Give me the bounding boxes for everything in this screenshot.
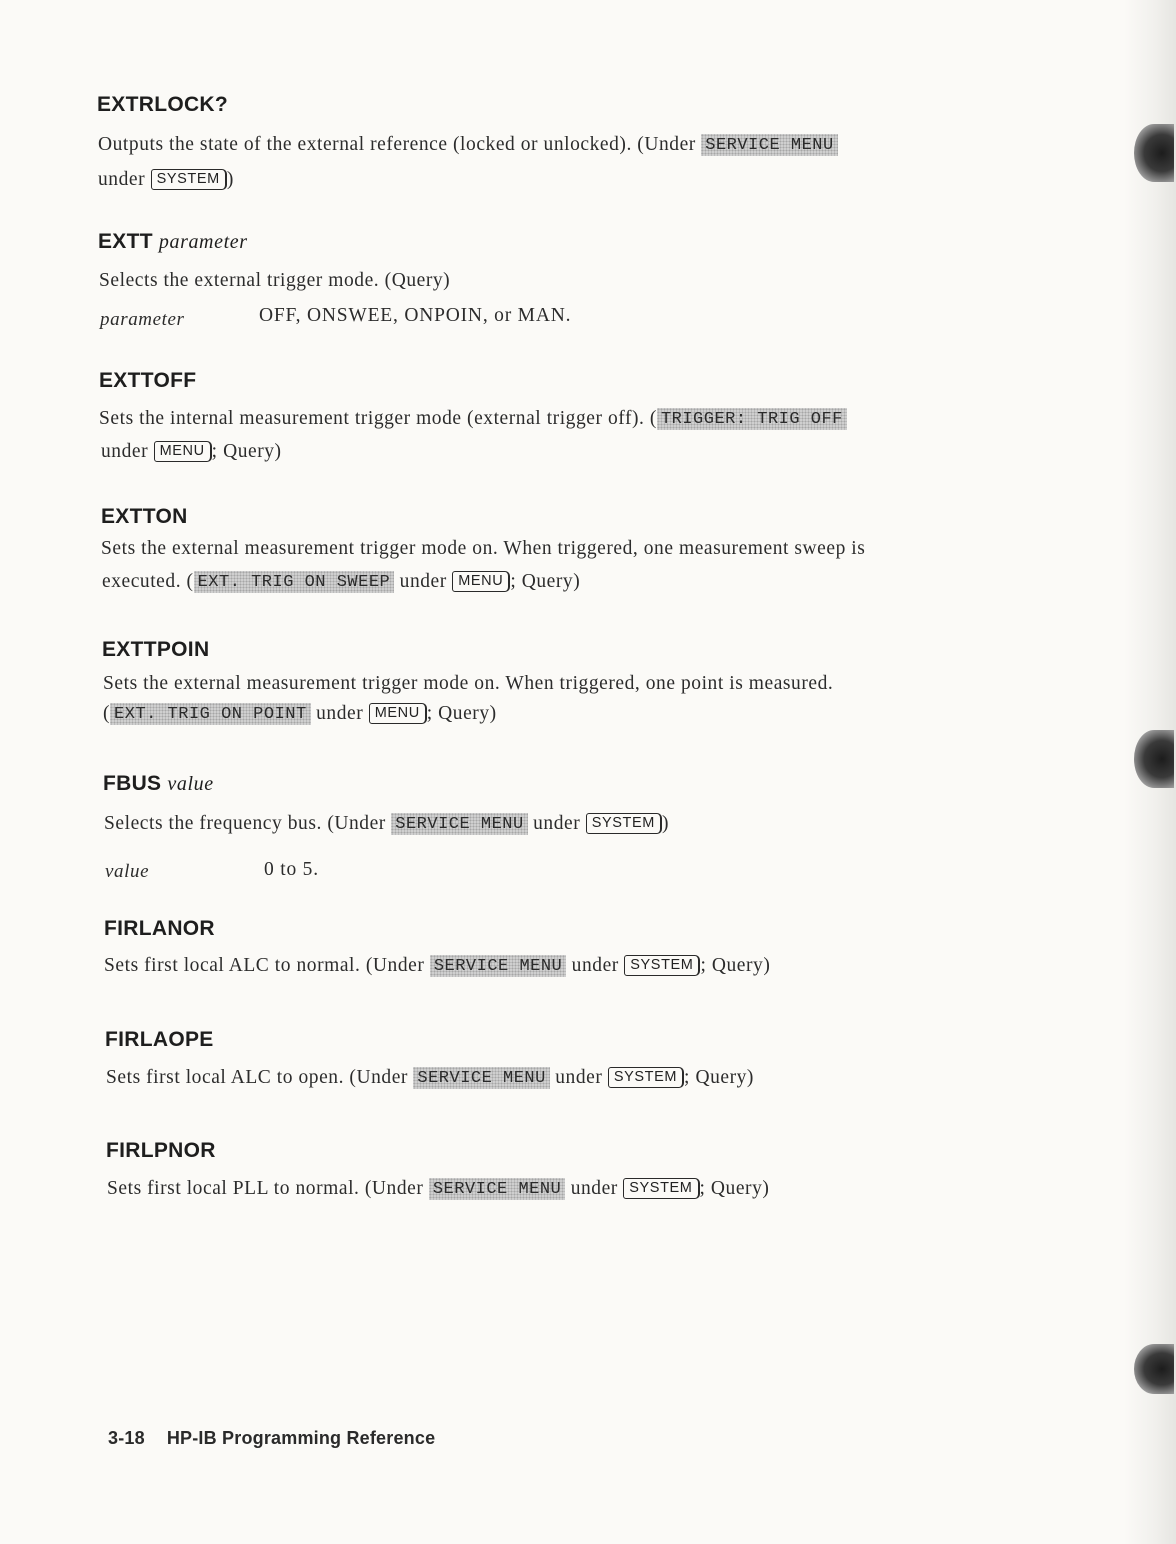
description-text: Sets first local PLL to normal. (Under: [107, 1178, 429, 1199]
command-heading: [101, 505, 188, 529]
command-heading: [105, 1028, 214, 1052]
description-text: ): [661, 813, 669, 834]
description-line: [99, 408, 847, 430]
hardkey-label: SYSTEM: [608, 1067, 684, 1088]
description-line: [104, 955, 770, 977]
description-text: Sets first local ALC to open. (Under: [106, 1067, 414, 1088]
description-text: Selects the frequency bus. (Under: [104, 813, 392, 834]
definition-value: OFF, ONSWEE, ONPOIN, or MAN.: [259, 305, 572, 326]
hardkey-label: SYSTEM: [624, 955, 700, 976]
page-number: 3-18: [108, 1428, 145, 1448]
description-text: under: [98, 169, 151, 190]
command-heading: [103, 772, 214, 796]
description-text: Outputs the state of the external reference (locked or unlocked). (Under: [98, 134, 702, 155]
description-text: under: [394, 571, 453, 592]
description-line: [103, 673, 833, 695]
command-heading: [99, 369, 196, 393]
command-parameter: parameter: [158, 231, 248, 253]
command-name: EXTTOFF: [99, 369, 197, 392]
description-text: under: [527, 813, 586, 834]
softkey-label: SERVICE MENU: [430, 955, 566, 977]
description-line: [98, 169, 234, 191]
description-text: Sets the external measurement trigger mode on. When triggered, one point is measured.: [103, 673, 834, 694]
softkey-label: TRIGGER: TRIG OFF: [657, 408, 847, 430]
hardkey-label: SYSTEM: [623, 1178, 699, 1199]
description-text: (: [103, 703, 111, 724]
section-title: HP-IB Programming Reference: [166, 1428, 436, 1448]
description-text: ; Query): [426, 703, 497, 724]
description-line: [107, 1178, 769, 1200]
description-text: ; Query): [211, 441, 282, 462]
command-heading: [106, 1139, 216, 1163]
description-text: Sets first local ALC to normal. (Under: [104, 955, 430, 976]
softkey-label: SERVICE MENU: [701, 134, 837, 156]
description-line: [99, 270, 450, 292]
description-line: [104, 813, 669, 835]
hardkey-label: MENU: [369, 703, 427, 724]
command-heading: [97, 93, 228, 117]
description-text: under: [565, 1178, 624, 1199]
punch-hole-top: [1134, 124, 1174, 182]
softkey-label: EXT. TRIG ON POINT: [110, 703, 311, 725]
description-line: [102, 571, 580, 593]
softkey-label: SERVICE MENU: [429, 1178, 565, 1200]
description-text: ; Query): [699, 1178, 770, 1199]
description-text: ; Query): [510, 571, 581, 592]
command-name: EXTT: [98, 230, 153, 253]
command-heading: [104, 917, 215, 941]
softkey-label: SERVICE MENU: [413, 1067, 549, 1089]
punch-hole-middle: [1134, 730, 1174, 788]
command-name: EXTRLOCK?: [97, 93, 229, 116]
description-text: ; Query): [684, 1067, 754, 1088]
description-text: under: [549, 1067, 608, 1088]
description-text: Selects the external trigger mode. (Query): [99, 270, 451, 291]
description-line: [101, 538, 865, 560]
hardkey-label: MENU: [452, 571, 510, 592]
description-text: ): [226, 169, 234, 190]
description-text: under: [310, 703, 369, 724]
description-text: executed. (: [102, 571, 194, 592]
description-text: under: [566, 955, 625, 976]
command-heading: [98, 230, 248, 254]
description-text: Sets the external measurement trigger mode on. When triggered, one measurement sweep is: [101, 538, 866, 559]
command-name: FIRLANOR: [104, 917, 215, 940]
command-name: EXTTON: [101, 505, 188, 528]
definition-term: value: [105, 861, 150, 882]
description-text: under: [101, 441, 154, 462]
description-line: [101, 441, 282, 463]
definition-term: parameter: [100, 309, 185, 330]
softkey-label: SERVICE MENU: [391, 813, 527, 835]
command-name: FIRLAOPE: [105, 1028, 214, 1051]
softkey-label: EXT. TRIG ON SWEEP: [194, 571, 395, 593]
hardkey-label: MENU: [154, 441, 212, 462]
command-heading: [102, 638, 209, 662]
description-line: [106, 1067, 754, 1089]
command-name: EXTTPOIN: [102, 638, 210, 661]
command-name: FIRLPNOR: [106, 1139, 216, 1162]
command-name: FBUS: [103, 772, 162, 795]
description-line: [103, 703, 497, 725]
description-line: [98, 134, 838, 156]
description-text: Sets the internal measurement trigger mode (external trigger off). (: [99, 408, 657, 429]
definition-value: 0 to 5.: [264, 859, 319, 880]
punch-hole-bottom: [1134, 1344, 1174, 1394]
hardkey-label: SYSTEM: [586, 813, 662, 834]
command-parameter: value: [167, 773, 214, 795]
page-footer: [108, 1428, 435, 1449]
description-text: ; Query): [700, 955, 771, 976]
hardkey-label: SYSTEM: [151, 169, 227, 190]
